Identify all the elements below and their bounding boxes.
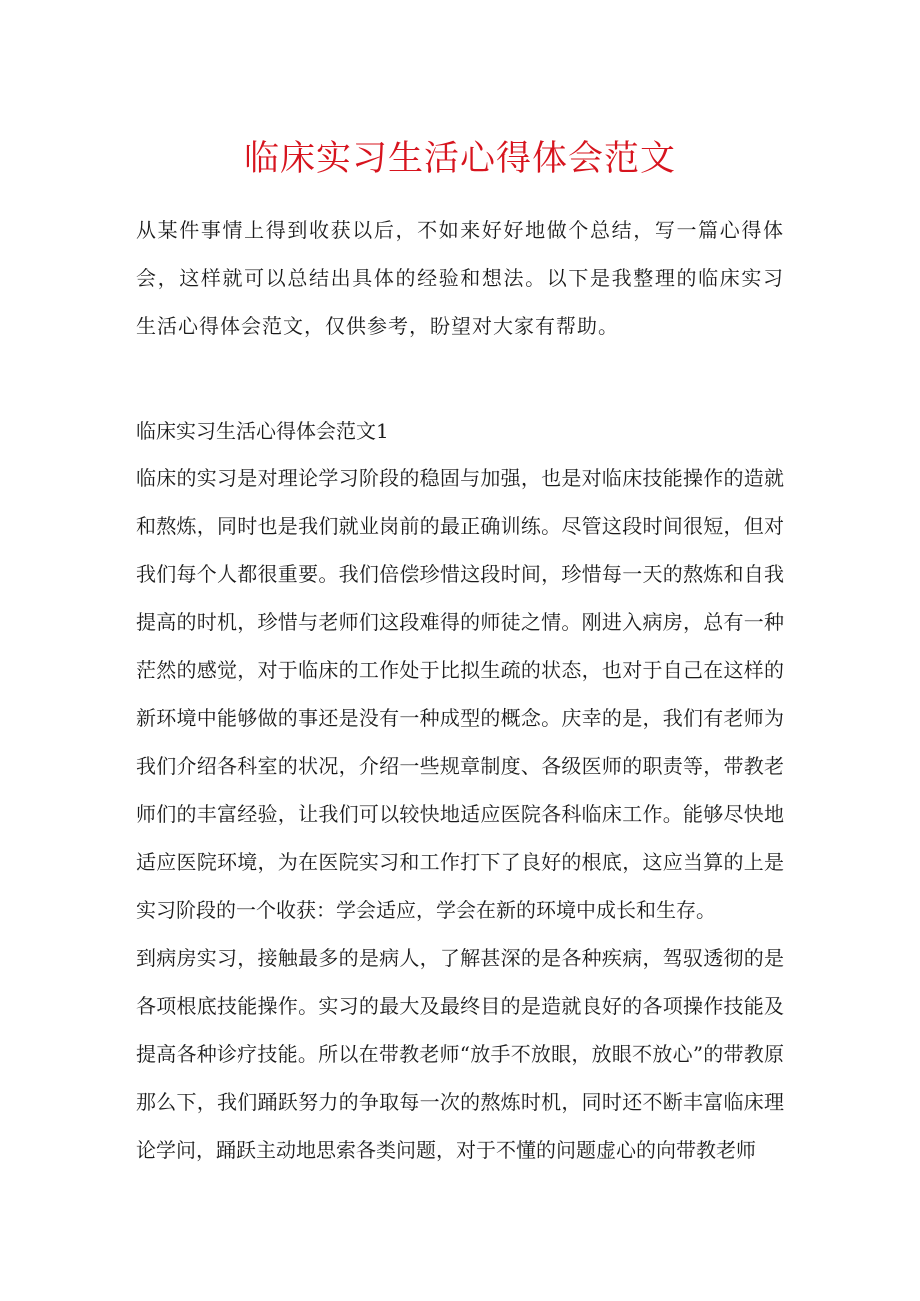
body-paragraph-2: 到病房实习，接触最多的是病人，了解甚深的是各种疾病，驾驭透彻的是各项根底技能操作。实习的最大及最终目的是造就良好的各项操作技能及提高各种诊疗技能。所以在带教老师“放手不放眼，放眼不放心”的带教原那么下，我们踊跃努力的争取每一次的熬炼时机，同时还不断丰富临床理论学问，踊跃主动地思索各类问题，对于不懂的问题虚心的向带教老师 bbox=[136, 946, 784, 1162]
section-heading: 临床实习生活心得体会范文1 bbox=[136, 419, 389, 443]
intro-paragraph: 从某件事情上得到收获以后，不如来好好地做个总结，写一篇心得体会，这样就可以总结出具体的经验和想法。以下是我整理的临床实习生活心得体会范文，仅供参考，盼望对大家有帮助。 bbox=[136, 218, 784, 338]
document-title: 临床实习生活心得体会范文 bbox=[243, 139, 676, 179]
body-paragraph-1: 临床的实习是对理论学习阶段的稳固与加强，也是对临床技能操作的造就和熬炼，同时也是我们就业岗前的最正确训练。尽管这段时间很短，但对我们每个人都很重要。我们倍偿珍惜这段时间，珍惜每一天的熬炼和自我提高的时机，珍惜与老师们这段难得的师徒之情。刚进入病房，总有一种茫然的感觉，对于临床的工作处于比拟生疏的状态，也对于自己在这样的新环境中能够做的事还是没有一种成型的概念。庆幸的是，我们有老师为我们介绍各科室的状况，介绍一些规章制度、各级医师的职责等，带教老师们的丰富经验，让我们可以较快地适应医院各科临床工作。能够尽快地适应医院环境，为在医院实习和工作打下了良好的根底，这应当算的上是实习阶段的一个收获：学会适应，学会在新的环境中成长和生存。 bbox=[136, 466, 784, 922]
